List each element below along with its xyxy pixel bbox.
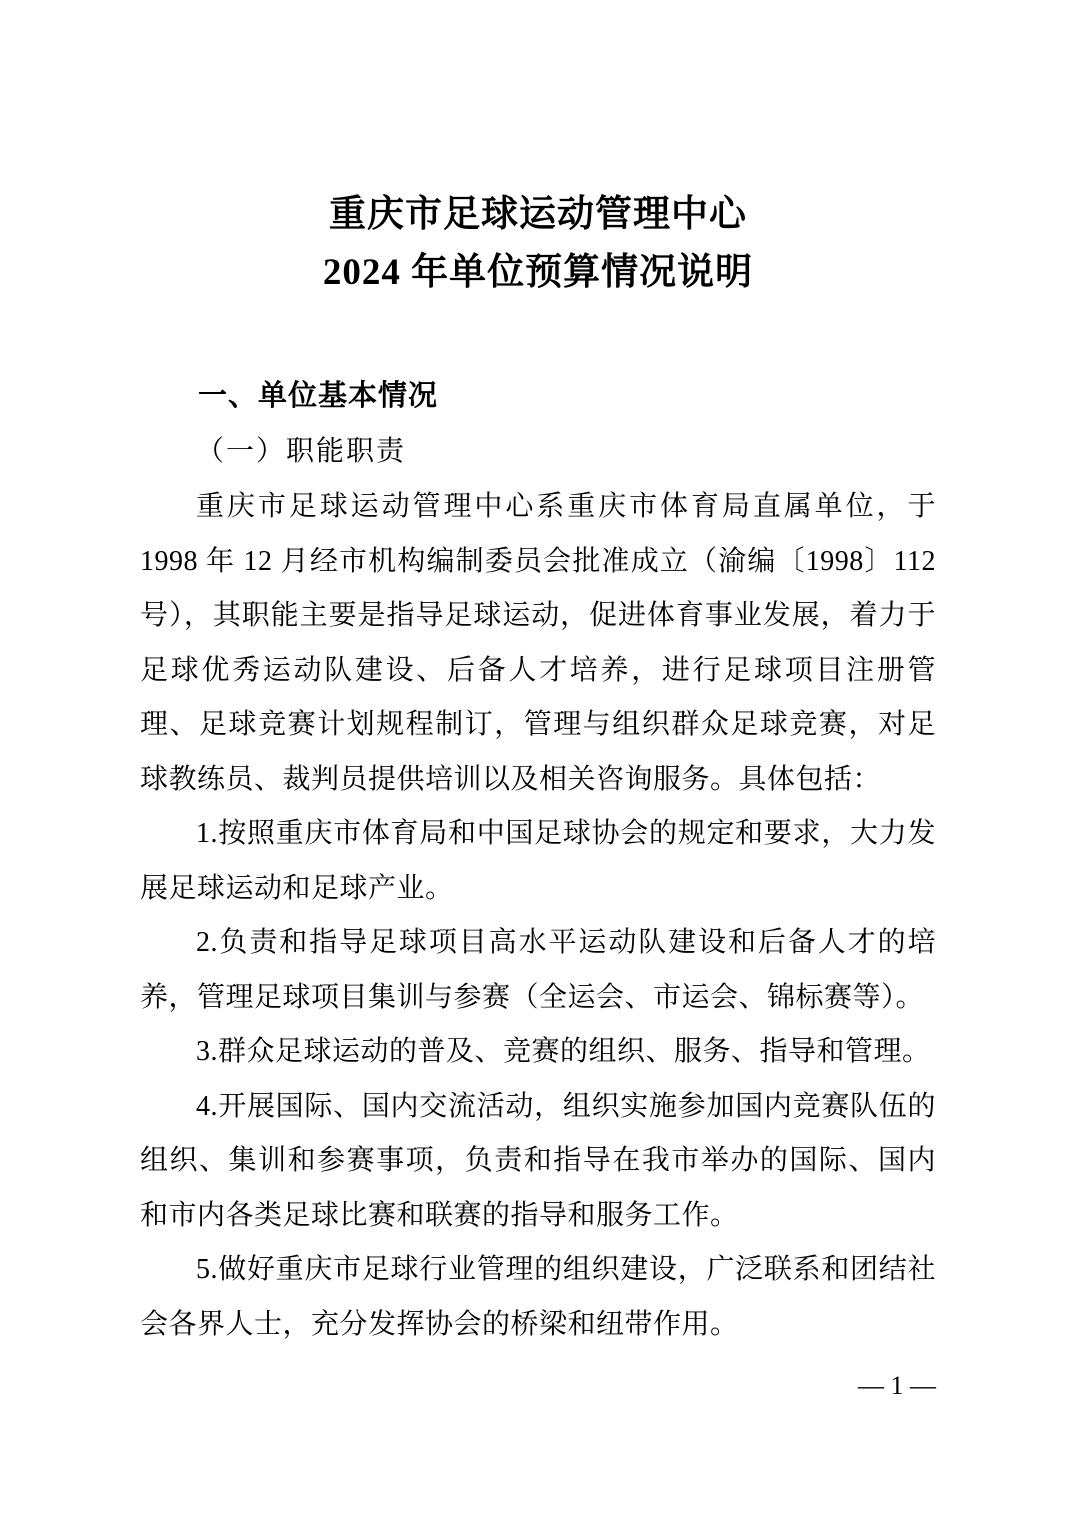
paragraph-item-3: 3.群众足球运动的普及、竞赛的组织、服务、指导和管理。 [196, 1036, 931, 1067]
paragraph-intro: 重庆市足球运动管理中心系重庆市体育局直属单位，于 1998 年 12 月经市机构编制委员会批准成立（渝编〔1998〕112 号），其职能主要是指导足球运动，促进体育事业发展，着力于足球优秀运动队建设、后备人才培养，进行足球项目注册管理、足球竞赛计划规程制订，管理与组织群众足球竞赛，对足球教练员、裁判员提供培训以及相关咨询服务。具体包括： [140, 491, 936, 795]
document-title-line2: 2024 年单位预算情况说明 [322, 252, 754, 293]
paragraph-item-4: 4.开展国际、国内交流活动，组织实施参加国内竞赛队伍的组织、集训和参赛事项，负责和指导在我市举办的国际、国内和市内各类足球比赛和联赛的指导和服务工作。 [140, 1090, 936, 1231]
subsection-heading-functions-duties: （一）职能职责 [196, 436, 407, 467]
paragraph-item-5: 5.做好重庆市足球行业管理的组织建设，广泛联系和团结社会各界人士，充分发挥协会的桥梁和纽带作用。 [140, 1254, 936, 1340]
paragraph-item-1: 1.按照重庆市体育局和中国足球协会的规定和要求，大力发展足球运动和足球产业。 [140, 818, 936, 904]
paragraph-item-2: 2.负责和指导足球项目高水平运动队建设和后备人才的培养，管理足球项目集训与参赛（全运会、市运会、锦标赛等）。 [140, 927, 936, 1013]
page-number: — 1 — [858, 1371, 936, 1400]
document-body [140, 480, 936, 1352]
document-title [140, 186, 936, 302]
section-heading-unit-basic-info: 一、单位基本情况 [198, 380, 439, 412]
document-title-line1: 重庆市足球运动管理中心 [329, 194, 747, 235]
page-footer [140, 1366, 936, 1406]
